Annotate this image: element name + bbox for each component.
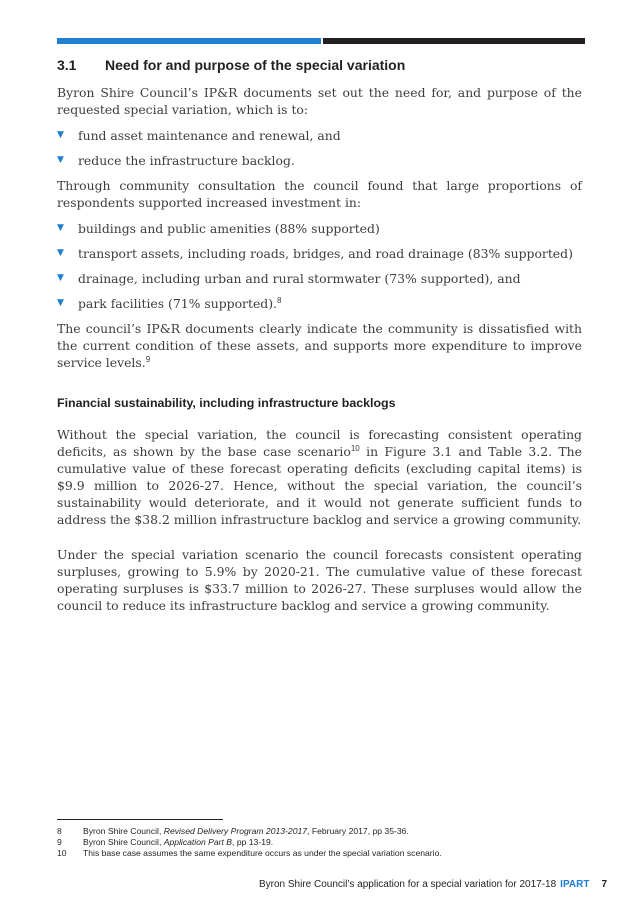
list-item: ▼ reduce the infrastructure backlog. <box>57 153 295 168</box>
page-number: 7 <box>601 879 607 890</box>
conclusion-paragraph: The council’s IP&R documents clearly indicate the community is dissatisfied with the current condition of these assets, and supports more expenditure to improve service levels.$^9$ <box>57 321 582 370</box>
deficit-paragraph: Without the special variation, the council is forecasting consistent operating deficits, as shown by the base case scenario$^{10}$ in Figure 3.1 and Table 3.2. The cumulative value of these forecast operating deficits (excluding capital items) is $9.9 million to 2026-27. Hence, without the special variation, the council’s sustainability would deteriorate, and it would not generate sufficient funds to address the $38.2 million infrastructure backlog and service a growing community. <box>57 427 582 527</box>
footnote-ref: 8 <box>276 295 282 305</box>
bullet-icon: ▼ <box>57 130 64 140</box>
footer-org: IPART <box>560 879 590 890</box>
bullet-icon: ▼ <box>57 223 64 233</box>
header-rule-black <box>323 38 585 44</box>
header-rule-blue <box>57 38 321 44</box>
investment-list <box>57 220 582 312</box>
bullet-icon: ▼ <box>57 273 64 283</box>
section-title: Need for and purpose of the special variation <box>105 57 406 73</box>
list-item: ▼ drainage, including urban and rural stormwater (73% supported), and <box>57 271 521 286</box>
list-item: ▼ park facilities (71% supported).$^8$ <box>57 295 282 311</box>
section-number: 3.1 <box>57 57 77 73</box>
consultation-paragraph: Through community consultation the council found that large proportions of respondents supported increased investment in: <box>57 178 582 210</box>
list-item: ▼ buildings and public amenities (88% supported) <box>57 221 380 236</box>
footnote: 9 Byron Shire Council, Application Part B, pp 13-19. <box>57 837 274 847</box>
subsection-heading: Financial sustainability, including infrastructure backlogs <box>57 396 396 410</box>
list-item: ▼ transport assets, including roads, bridges, and road drainage (83% supported) <box>57 246 573 261</box>
surplus-paragraph: Under the special variation scenario the council forecasts consistent operating surpluses, growing to 5.9% by 2020-21. The cumulative value of these forecast operating surpluses is $33.7 million to 2026-27. These surpluses would allow the council to reduce its infrastructure backlog and service a growing community. <box>57 547 582 613</box>
footer-text: Byron Shire Council’s application for a special variation for 2017-18 <box>258 879 557 890</box>
intro-paragraph: Byron Shire Council’s IP&R documents set out the need for, and purpose of the requested special variation, which is to: <box>57 85 582 117</box>
list-item: ▼ fund asset maintenance and renewal, and <box>57 128 341 143</box>
bullet-icon: ▼ <box>57 248 64 258</box>
bullet-icon: ▼ <box>57 155 64 165</box>
main-content <box>57 84 582 623</box>
footnote-ref: 9 <box>145 354 151 364</box>
purpose-list <box>57 127 582 169</box>
footnote: 8 Byron Shire Council, Revised Delivery Program 2013-2017, February 2017, pp 35-36. <box>57 826 409 836</box>
footnote-rule <box>57 819 223 820</box>
bullet-icon: ▼ <box>57 298 64 308</box>
footnote-ref: 10 <box>350 443 360 453</box>
footnotes <box>57 826 587 859</box>
section-heading <box>57 57 405 73</box>
footnote: 10 This base case assumes the same expenditure occurs as under the special variation scenario. <box>57 848 442 858</box>
page-footer <box>259 879 607 890</box>
